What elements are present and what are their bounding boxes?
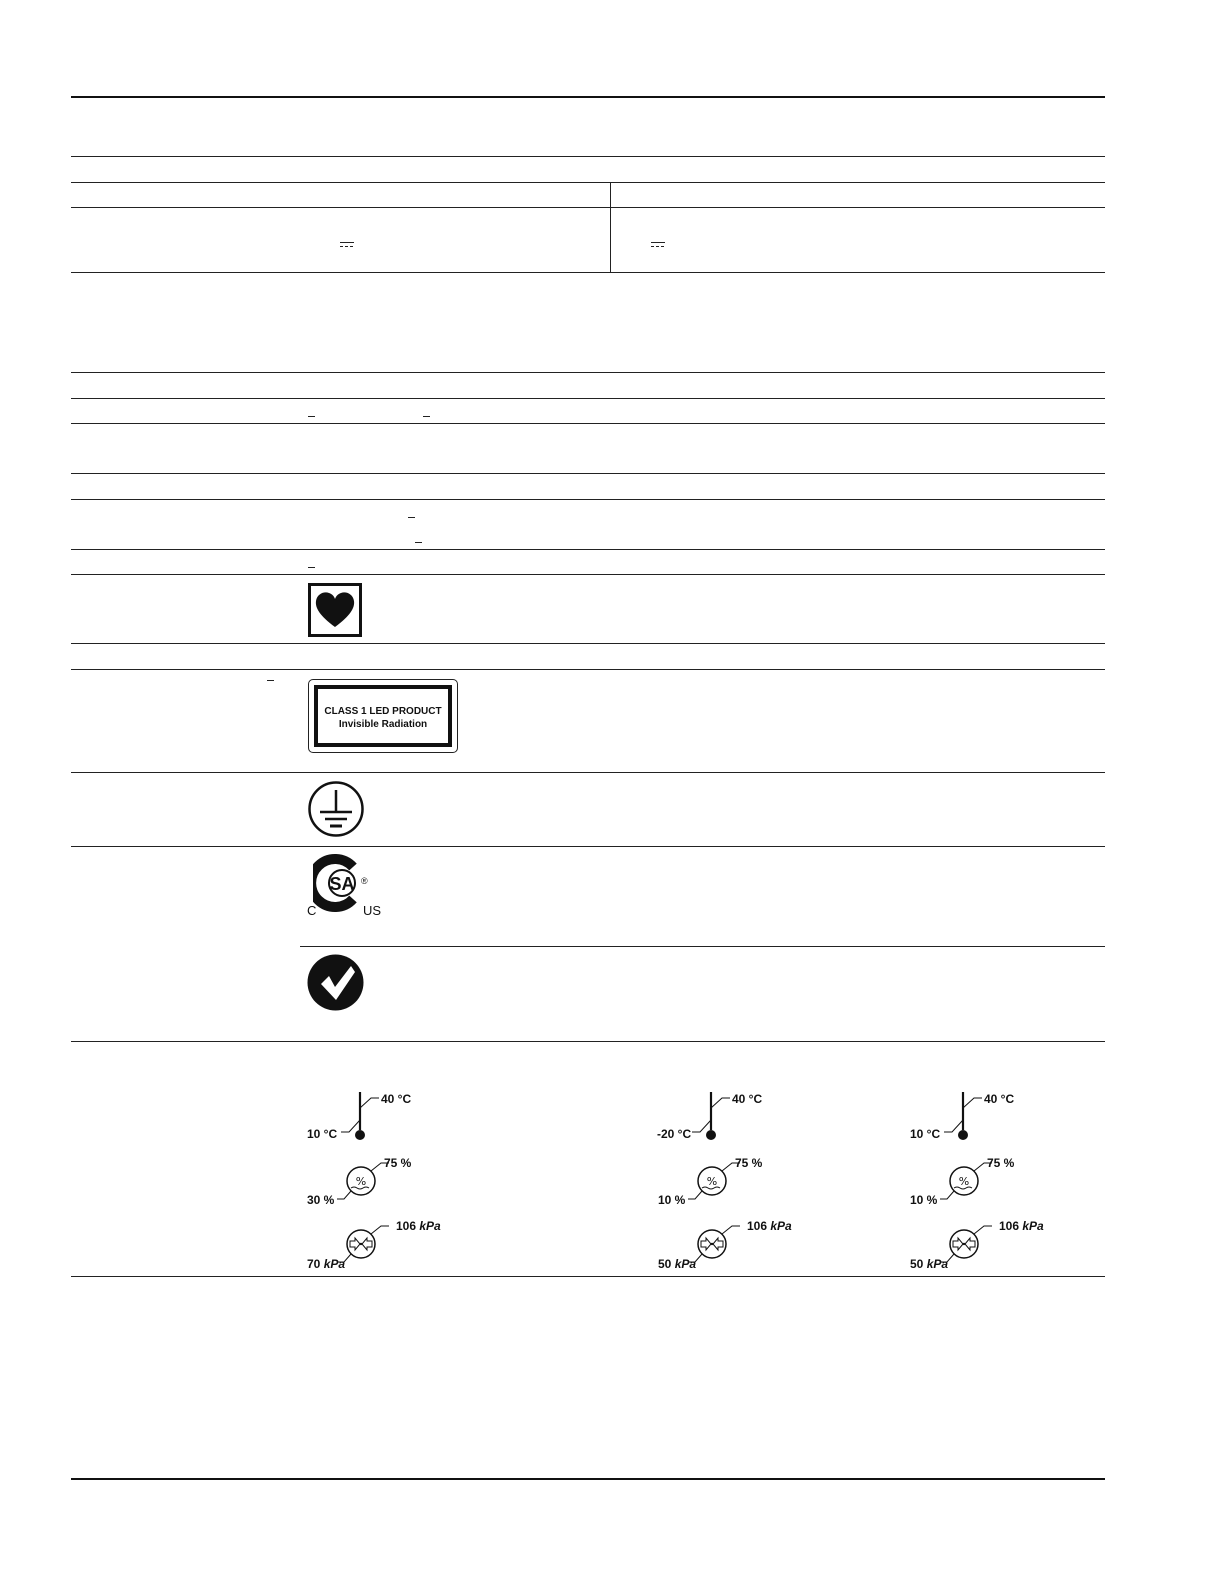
temperature-low: -20 °C (657, 1127, 692, 1141)
table-rule (71, 772, 1105, 773)
temperature-low: 10 °C (307, 1127, 338, 1141)
table-rule (71, 669, 1105, 670)
led-label-line1: CLASS 1 LED PRODUCT (324, 706, 442, 717)
class-1-led-label (308, 679, 458, 753)
underline-mark (408, 517, 415, 518)
table-rule (71, 182, 1105, 183)
underline-mark (308, 416, 315, 417)
humidity-low: 10 % (910, 1193, 938, 1207)
table-rule (71, 574, 1105, 575)
humidity-high: 75 % (987, 1156, 1015, 1170)
page-bottom-rule (71, 1478, 1105, 1480)
table-rule (71, 643, 1105, 644)
table-rule (300, 946, 1105, 947)
pressure-low: 50 kPa (910, 1257, 949, 1271)
svg-text:%: % (958, 1175, 970, 1188)
dc-symbol-icon (651, 242, 665, 248)
table-rule (71, 499, 1105, 500)
defibrillation-proof-heart-icon (308, 583, 362, 637)
pressure-low: 70 kPa (307, 1257, 346, 1271)
table-column-divider (610, 182, 611, 273)
table-rule (71, 272, 1105, 273)
csa-us-letters: US (363, 903, 382, 918)
table-rule (71, 549, 1105, 550)
underline-mark (308, 567, 315, 568)
humidity-high: 75 % (384, 1156, 412, 1170)
led-label-line2: Invisible Radiation (338, 719, 428, 730)
underline-mark (267, 680, 274, 681)
humidity-high: 75 % (735, 1156, 763, 1170)
svg-text:%: % (355, 1175, 367, 1188)
svg-text:%: % (706, 1175, 718, 1188)
temperature-high: 40 °C (381, 1092, 412, 1106)
pressure-high: 106 kPa (396, 1219, 441, 1233)
pressure-high: 106 kPa (999, 1219, 1044, 1233)
dc-symbol-icon (340, 242, 354, 248)
humidity-low: 30 % (307, 1193, 335, 1207)
table-rule (71, 207, 1105, 208)
c-tick-mark (307, 954, 364, 1011)
page-top-rule (71, 96, 1105, 98)
underline-mark (415, 542, 422, 543)
underline-mark (423, 416, 430, 417)
csa-c-letter: C (307, 903, 317, 918)
table-rule (71, 1276, 1105, 1277)
table-rule (71, 846, 1105, 847)
table-rule (71, 473, 1105, 474)
humidity-low: 10 % (658, 1193, 686, 1207)
table-rule (71, 372, 1105, 373)
temperature-low: 10 °C (910, 1127, 941, 1141)
pressure-high: 106 kPa (747, 1219, 792, 1233)
table-rule (71, 156, 1105, 157)
table-rule (71, 398, 1105, 399)
protective-earth-icon (307, 781, 365, 837)
temperature-high: 40 °C (984, 1092, 1015, 1106)
svg-text:SA: SA (329, 874, 355, 894)
table-rule (71, 1041, 1105, 1042)
pressure-low: 50 kPa (658, 1257, 697, 1271)
csa-registered-mark: ® (361, 876, 368, 886)
table-rule (71, 423, 1105, 424)
temperature-high: 40 °C (732, 1092, 763, 1106)
